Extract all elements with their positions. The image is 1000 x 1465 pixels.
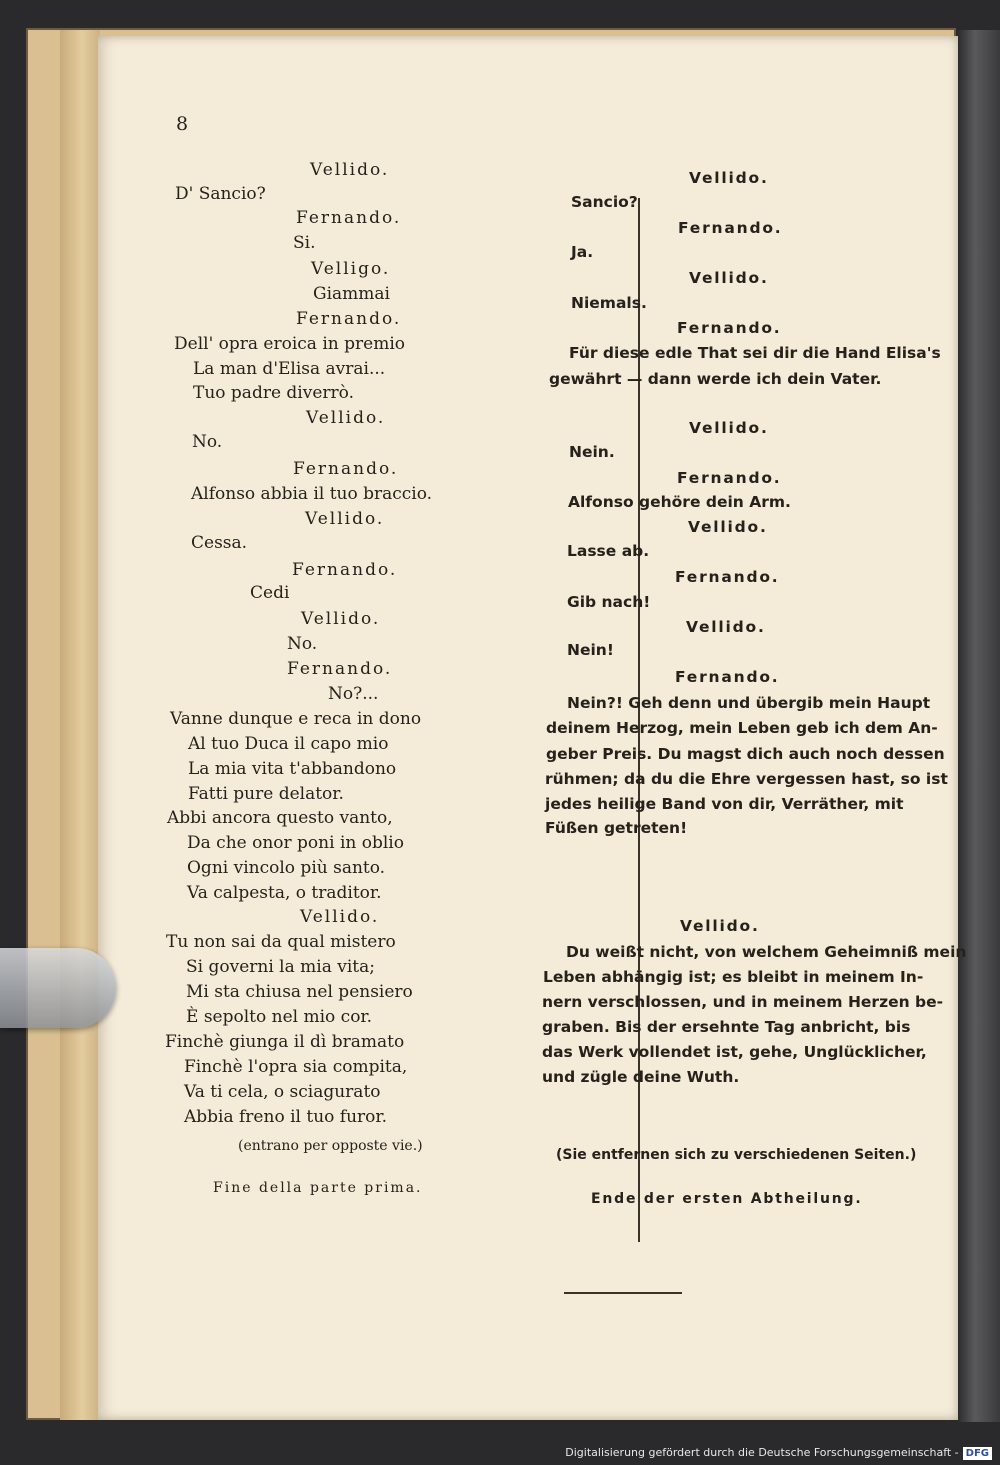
speaker: Velligo. (311, 259, 391, 279)
line: Giammai (313, 284, 390, 304)
page-edges (60, 30, 100, 1420)
line: Tu non sai da qual mistero (166, 932, 396, 952)
line: Si. (293, 233, 316, 253)
line: Va calpesta, o traditor. (187, 883, 382, 903)
speaker: Fernando. (675, 568, 780, 586)
page-clip (0, 948, 116, 1028)
line: Nein. (569, 443, 615, 461)
line: gewährt — dann werde ich dein Vater. (549, 370, 882, 388)
speaker: Vellido. (686, 618, 766, 636)
line: Finchè l'opra sia compita, (184, 1057, 408, 1077)
line: geber Preis. Du magst dich auch noch dessen (546, 745, 945, 763)
line: Vanne dunque e reca in dono (170, 709, 422, 729)
bottom-rule (564, 1292, 682, 1294)
speaker: Vellido. (688, 518, 768, 536)
line: La man d'Elisa avrai... (193, 359, 386, 379)
speaker: Fernando. (292, 560, 398, 580)
line: Lasse ab. (567, 542, 650, 560)
speaker: Vellido. (305, 509, 385, 529)
dfg-logo: DFG (963, 1447, 992, 1460)
line: Alfonso abbia il tuo braccio. (191, 484, 433, 504)
line: Ja. (571, 243, 594, 261)
speaker: Vellido. (301, 609, 381, 629)
page-number: 8 (176, 113, 189, 135)
speaker: Fernando. (677, 319, 782, 337)
line: und zügle deine Wuth. (542, 1068, 740, 1086)
line: Abbia freno il tuo furor. (184, 1107, 388, 1127)
speaker: Vellido. (680, 917, 760, 935)
line: Gib nach! (567, 593, 651, 611)
speaker: Fernando. (287, 659, 393, 679)
line: Va ti cela, o sciagurato (184, 1082, 381, 1102)
line: nern verschlossen, und in meinem Herzen be- (542, 993, 944, 1011)
line: Da che onor poni in oblio (187, 833, 404, 853)
line: Leben abhängig ist; es bleibt in meinem In- (543, 968, 924, 986)
line: deinem Herzog, mein Leben geb ich dem An- (546, 719, 938, 737)
line: Mi sta chiusa nel pensiero (186, 982, 413, 1002)
line: No. (287, 634, 318, 654)
line: Finchè giunga il dì bramato (165, 1032, 405, 1052)
line: Abbi ancora questo vanto, (167, 808, 393, 828)
line: Si governi la mia vita; (186, 957, 375, 977)
speaker: Fernando. (296, 309, 402, 329)
act-end: Fine della parte prima. (213, 1180, 423, 1196)
line: È sepolto nel mio cor. (186, 1007, 373, 1027)
speaker: Fernando. (296, 208, 402, 228)
speaker: Vellido. (300, 907, 380, 927)
speaker: Vellido. (689, 269, 769, 287)
line: Sancio? (571, 193, 638, 211)
line: Nein?! Geh denn und übergib mein Haupt (567, 694, 931, 712)
line: Dell' opra eroica in premio (174, 334, 405, 354)
line: D' Sancio? (175, 184, 266, 204)
binding-shadow (958, 30, 1000, 1422)
speaker: Fernando. (675, 668, 780, 686)
speaker: Fernando. (677, 469, 782, 487)
line: Ogni vincolo più santo. (187, 858, 386, 878)
speaker: Vellido. (689, 169, 769, 187)
credit-text: Digitalisierung gefördert durch die Deutsche Forschungsgemeinschaft - (565, 1446, 959, 1459)
speaker: Vellido. (306, 408, 386, 428)
line: Alfonso gehöre dein Arm. (568, 493, 791, 511)
line: Niemals. (571, 294, 647, 312)
line: No. (192, 432, 223, 452)
speaker: Vellido. (310, 160, 390, 180)
line: Du weißt nicht, von welchem Geheimniß mein (566, 943, 967, 961)
line: Nein! (567, 641, 614, 659)
speaker: Fernando. (293, 459, 399, 479)
stage-direction: (entrano per opposte vie.) (238, 1138, 423, 1154)
speaker: Vellido. (689, 419, 769, 437)
line: Füßen getreten! (545, 819, 688, 837)
line: No?... (328, 684, 379, 704)
line: La mia vita t'abbandono (188, 759, 397, 779)
line: Al tuo Duca il capo mio (188, 734, 389, 754)
line: Cedi (250, 583, 290, 603)
line: rühmen; da du die Ehre vergessen hast, so ist (545, 770, 948, 788)
line: Für diese edle That sei dir die Hand Elisa's (569, 344, 941, 362)
line: graben. Bis der ersehnte Tag anbricht, bis (542, 1018, 911, 1036)
line: das Werk vollendet ist, gehe, Unglücklicher, (542, 1043, 927, 1061)
act-end: Ende der ersten Abtheilung. (591, 1191, 863, 1207)
line: Cessa. (191, 533, 248, 553)
speaker: Fernando. (678, 219, 783, 237)
line: Tuo padre diverrò. (193, 383, 354, 403)
line: jedes heilige Band von dir, Verräther, mit (545, 795, 904, 813)
digitization-credit (565, 1446, 992, 1460)
stage-direction: (Sie entfernen sich zu verschiedenen Seiten.) (556, 1147, 917, 1163)
line: Fatti pure delator. (188, 784, 344, 804)
